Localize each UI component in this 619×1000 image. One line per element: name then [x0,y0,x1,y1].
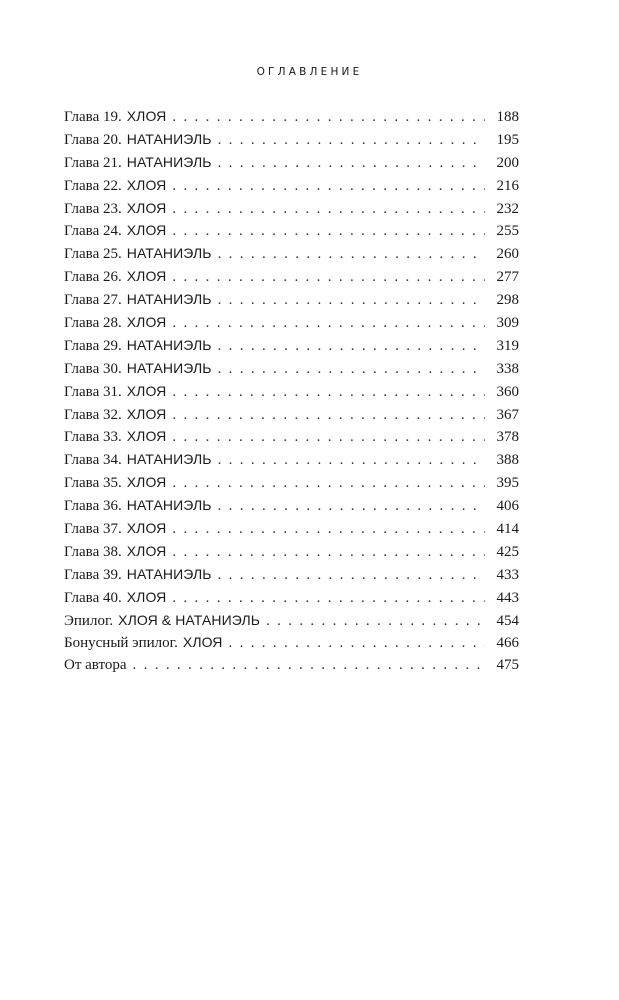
dot-leader [218,152,485,175]
toc-entry [64,105,519,128]
toc-entry [64,288,519,311]
toc-entry-title: НАТАНИЭЛЬ [126,153,212,170]
toc-entry-title: НАТАНИЭЛЬ [126,291,212,308]
toc-entry-title: ХЛОЯ & НАТАНИЭЛЬ [118,611,261,628]
toc-entry-title: ХЛОЯ [126,176,167,193]
toc-entry-page-number: 360 [496,383,519,400]
dot-leader [218,243,485,266]
toc-entry-page-number: 475 [496,657,519,674]
toc-entry-page-number: 188 [496,109,519,125]
toc-entry [64,425,519,448]
dot-leader [218,495,485,518]
toc-entry [64,174,519,197]
toc-entry [64,654,519,677]
toc-entry-title: ХЛОЯ [126,542,167,559]
toc-entry-prefix: Глава 35. [64,475,122,492]
toc-entry-prefix: Глава 39. [64,566,122,583]
dot-leader [133,654,485,677]
toc-entry-title: ХЛОЯ [126,520,167,537]
dot-leader [172,404,485,427]
toc-entry-title: ХЛОЯ [126,588,167,605]
toc-entry-prefix: Глава 25. [64,246,122,263]
toc-entry [64,631,519,654]
dot-leader [172,541,485,564]
toc-entry-page-number: 433 [496,566,519,583]
toc-entry-page-number: 414 [496,521,519,538]
toc-entry [64,403,519,426]
toc-entry-title: НАТАНИЭЛЬ [126,245,212,262]
toc-entry [64,128,519,151]
toc-entry-page-number: 319 [496,337,519,354]
toc-entry-prefix: Эпилог. [64,612,114,629]
toc-entry-prefix: Глава 20. [64,131,122,148]
toc-entry [64,380,519,403]
toc-entry-prefix: Глава 36. [64,498,122,515]
dot-leader [218,335,485,358]
toc-entry [64,586,519,609]
toc-entry-title: ХЛОЯ [126,199,167,216]
toc-entry-page-number: 277 [496,269,519,286]
toc-entry-page-number: 255 [496,223,519,240]
dot-leader [172,220,485,243]
toc-entry-prefix: Глава 19. [64,109,122,125]
toc-entry-title: НАТАНИЭЛЬ [126,451,212,468]
toc-entry-prefix: Глава 37. [64,521,122,538]
toc-entry-title: НАТАНИЭЛЬ [126,130,212,147]
toc-entry [64,334,519,357]
toc-entry-prefix: От автора [64,657,127,674]
toc-entry-prefix: Глава 33. [64,429,122,446]
toc-entry-prefix: Глава 28. [64,315,122,332]
toc-entry-prefix: Глава 24. [64,223,122,240]
toc-entry-page-number: 395 [496,475,519,492]
toc-entry-page-number: 200 [496,154,519,171]
dot-leader [172,198,485,221]
toc-entry-page-number: 378 [496,429,519,446]
dot-leader [172,518,485,541]
toc-entry-page-number: 216 [496,177,519,194]
dot-leader [266,610,485,633]
toc-entry-page-number: 309 [496,315,519,332]
toc-entry-title: ХЛОЯ [126,428,167,445]
toc-entry [64,357,519,380]
dot-leader [218,129,485,152]
toc-entry [64,517,519,540]
dot-leader [218,358,485,381]
toc-entry-page-number: 466 [496,635,519,652]
toc-entry [64,219,519,242]
dot-leader [172,472,485,495]
toc-entry-prefix: Глава 38. [64,543,122,560]
toc-entry-page-number: 406 [496,498,519,515]
toc-entry [64,563,519,586]
toc-entry-title: ХЛОЯ [126,108,167,124]
dot-leader [172,312,485,335]
toc-entry-title: ХЛОЯ [126,382,167,399]
dot-leader [218,564,485,587]
toc-entry-title: НАТАНИЭЛЬ [126,336,212,353]
toc-entry-prefix: Глава 31. [64,383,122,400]
toc-entry-title: ХЛОЯ [126,222,167,239]
toc-entry-title: ХЛОЯ [126,405,167,422]
toc-entry [64,494,519,517]
toc-entry-prefix: Глава 40. [64,589,122,606]
dot-leader [172,175,485,198]
toc-entry-title: ХЛОЯ [182,634,223,651]
toc-entry [64,151,519,174]
dot-leader [172,106,485,129]
toc-entry [64,197,519,220]
toc-entry [64,265,519,288]
toc-entry-title: ХЛОЯ [126,314,167,331]
toc-entry-prefix: Глава 23. [64,200,122,217]
dot-leader [218,449,485,472]
toc-entry-page-number: 195 [496,131,519,148]
toc-entry-prefix: Глава 29. [64,337,122,354]
toc-entry-page-number: 443 [496,589,519,606]
toc-entry [64,540,519,563]
toc-entry-page-number: 454 [496,612,519,629]
toc-entry [64,471,519,494]
toc-entry-title: ХЛОЯ [126,268,167,285]
dot-leader [172,266,485,289]
toc-entry-page-number: 298 [496,292,519,309]
toc-entry-prefix: Глава 21. [64,154,122,171]
toc-entry-page-number: 338 [496,360,519,377]
toc-entry [64,242,519,265]
toc-entry-prefix: Глава 27. [64,292,122,309]
dot-leader [218,289,485,312]
toc-entry-title: НАТАНИЭЛЬ [126,497,212,514]
toc-entry-prefix: Глава 26. [64,269,122,286]
toc-entry [64,448,519,471]
toc-entry-title: НАТАНИЭЛЬ [126,565,212,582]
toc-entry-prefix: Глава 34. [64,452,122,469]
toc-entry-page-number: 388 [496,452,519,469]
toc-entry-prefix: Бонусный эпилог. [64,635,178,652]
dot-leader [172,381,485,404]
toc-entry-title: ХЛОЯ [126,474,167,491]
toc-entry-page-number: 260 [496,246,519,263]
toc-entry-page-number: 425 [496,543,519,560]
dot-leader [172,587,485,610]
toc-entry [64,311,519,334]
dot-leader [172,426,485,449]
toc-list [64,105,519,677]
toc-entry-prefix: Глава 30. [64,360,122,377]
toc-entry-page-number: 232 [496,200,519,217]
dot-leader [229,632,486,655]
toc-entry-page-number: 367 [496,406,519,423]
toc-entry [64,609,519,632]
toc-entry-prefix: Глава 22. [64,177,122,194]
toc-entry-title: НАТАНИЭЛЬ [126,359,212,376]
toc-entry-prefix: Глава 32. [64,406,122,423]
toc-heading: ОГЛАВЛЕНИЕ [256,66,363,78]
